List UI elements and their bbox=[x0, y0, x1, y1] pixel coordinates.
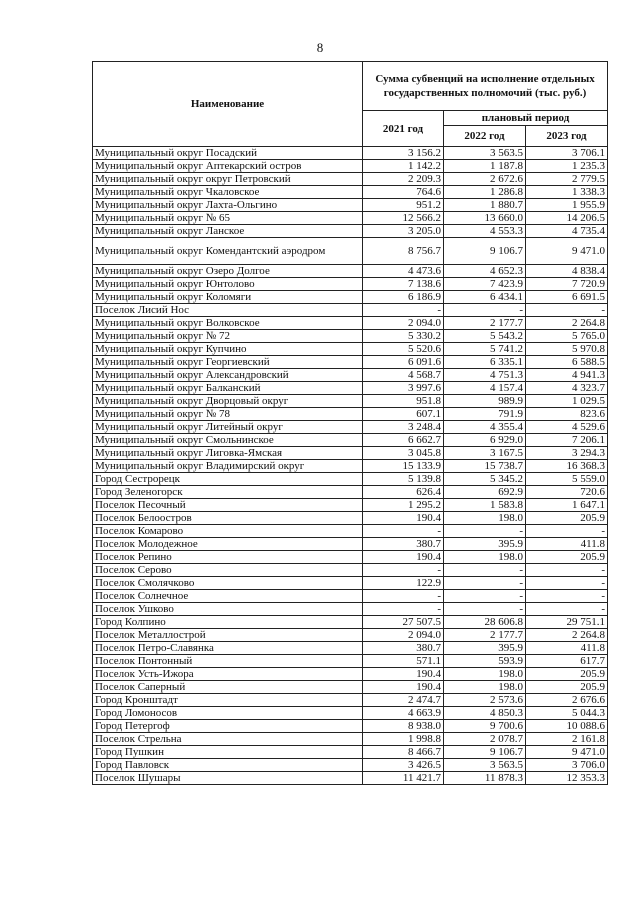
row-value-2022: 9 700.6 bbox=[444, 720, 526, 733]
row-name-cell: Поселок Солнечное bbox=[93, 590, 363, 603]
row-value-2021: 6 091.6 bbox=[363, 356, 444, 369]
table-row bbox=[93, 291, 608, 304]
row-value-2022: 2 573.6 bbox=[444, 694, 526, 707]
row-value-2023: 14 206.5 bbox=[526, 212, 608, 225]
row-value-2023: 2 264.8 bbox=[526, 317, 608, 330]
row-value-2022: - bbox=[444, 304, 526, 317]
row-value-2022: 15 738.7 bbox=[444, 460, 526, 473]
row-name-cell: Поселок Саперный bbox=[93, 681, 363, 694]
table-row bbox=[93, 225, 608, 238]
row-value-2022: 9 106.7 bbox=[444, 746, 526, 759]
row-name-cell: Город Петергоф bbox=[93, 720, 363, 733]
row-name-cell: Поселок Белоостров bbox=[93, 512, 363, 525]
row-value-2021: 1 295.2 bbox=[363, 499, 444, 512]
row-value-2023: 1 955.9 bbox=[526, 199, 608, 212]
row-name-cell: Муниципальный округ Озеро Долгое bbox=[93, 265, 363, 278]
table-row bbox=[93, 512, 608, 525]
row-value-2021: - bbox=[363, 304, 444, 317]
table-row bbox=[93, 668, 608, 681]
row-value-2021: 5 520.6 bbox=[363, 343, 444, 356]
row-name-cell: Муниципальный округ Посадский bbox=[93, 147, 363, 160]
row-name-cell: Муниципальный округ Дворцовый округ bbox=[93, 395, 363, 408]
row-value-2023: 4 529.6 bbox=[526, 421, 608, 434]
row-value-2022: 4 751.3 bbox=[444, 369, 526, 382]
row-value-2022: 9 106.7 bbox=[444, 238, 526, 265]
table-row bbox=[93, 746, 608, 759]
row-value-2021: 951.8 bbox=[363, 395, 444, 408]
table-row bbox=[93, 343, 608, 356]
row-value-2021: 122.9 bbox=[363, 577, 444, 590]
row-name-cell: Поселок Песочный bbox=[93, 499, 363, 512]
table-row bbox=[93, 538, 608, 551]
row-name-cell: Поселок Смолячково bbox=[93, 577, 363, 590]
row-name-cell: Муниципальный округ Коломяги bbox=[93, 291, 363, 304]
row-value-2022: 6 434.1 bbox=[444, 291, 526, 304]
table-row bbox=[93, 772, 608, 785]
row-name-cell: Муниципальный округ Волковское bbox=[93, 317, 363, 330]
row-value-2021: 3 426.5 bbox=[363, 759, 444, 772]
row-value-2021: 3 045.8 bbox=[363, 447, 444, 460]
table-row bbox=[93, 304, 608, 317]
table-row bbox=[93, 616, 608, 629]
row-value-2021: 3 156.2 bbox=[363, 147, 444, 160]
row-value-2023: 5 559.0 bbox=[526, 473, 608, 486]
header-2023: 2023 год bbox=[526, 126, 608, 147]
row-value-2021: 607.1 bbox=[363, 408, 444, 421]
row-value-2022: 6 335.1 bbox=[444, 356, 526, 369]
row-value-2022: 198.0 bbox=[444, 668, 526, 681]
row-name-cell: Муниципальный округ Лахта-Ольгино bbox=[93, 199, 363, 212]
table-row bbox=[93, 577, 608, 590]
row-name-cell: Муниципальный округ № 78 bbox=[93, 408, 363, 421]
table-row bbox=[93, 147, 608, 160]
row-value-2021: 190.4 bbox=[363, 681, 444, 694]
row-value-2021: 2 474.7 bbox=[363, 694, 444, 707]
table-row bbox=[93, 642, 608, 655]
table-row bbox=[93, 382, 608, 395]
header-sum: Сумма субвенций на исполнение отдельных государственных полномочий (тыс. руб.) bbox=[363, 62, 608, 111]
row-value-2022: 1 583.8 bbox=[444, 499, 526, 512]
row-value-2023: 720.6 bbox=[526, 486, 608, 499]
row-value-2023: 7 720.9 bbox=[526, 278, 608, 291]
row-value-2021: 764.6 bbox=[363, 186, 444, 199]
row-name-cell: Поселок Комарово bbox=[93, 525, 363, 538]
row-name-cell: Город Сестрорецк bbox=[93, 473, 363, 486]
row-value-2022: 2 078.7 bbox=[444, 733, 526, 746]
row-value-2023: 7 206.1 bbox=[526, 434, 608, 447]
row-value-2022: 4 157.4 bbox=[444, 382, 526, 395]
row-value-2022: - bbox=[444, 525, 526, 538]
table-row bbox=[93, 212, 608, 225]
row-value-2021: 3 205.0 bbox=[363, 225, 444, 238]
table-body bbox=[93, 147, 608, 785]
table-row bbox=[93, 238, 608, 265]
row-value-2023: 2 676.6 bbox=[526, 694, 608, 707]
table-row bbox=[93, 551, 608, 564]
row-value-2021: 3 997.6 bbox=[363, 382, 444, 395]
row-value-2021: - bbox=[363, 564, 444, 577]
row-value-2023: 4 941.3 bbox=[526, 369, 608, 382]
row-name-cell: Город Зеленогорск bbox=[93, 486, 363, 499]
row-value-2021: 626.4 bbox=[363, 486, 444, 499]
row-value-2021: 2 209.3 bbox=[363, 173, 444, 186]
row-value-2023: 9 471.0 bbox=[526, 746, 608, 759]
row-name-cell: Муниципальный округ Владимирский округ bbox=[93, 460, 363, 473]
table-row bbox=[93, 265, 608, 278]
row-name-cell: Поселок Ушково bbox=[93, 603, 363, 616]
row-value-2023: 411.8 bbox=[526, 642, 608, 655]
row-name-cell: Муниципальный округ Юнтолово bbox=[93, 278, 363, 291]
row-value-2023: - bbox=[526, 564, 608, 577]
row-name-cell: Муниципальный округ Ланское bbox=[93, 225, 363, 238]
row-value-2022: - bbox=[444, 564, 526, 577]
row-name-cell: Муниципальный округ округ Петровский bbox=[93, 173, 363, 186]
row-name-cell: Поселок Молодежное bbox=[93, 538, 363, 551]
table-row bbox=[93, 564, 608, 577]
table-row bbox=[93, 707, 608, 720]
row-value-2022: 791.9 bbox=[444, 408, 526, 421]
row-value-2023: 205.9 bbox=[526, 512, 608, 525]
row-value-2023: 2 779.5 bbox=[526, 173, 608, 186]
subventions-table bbox=[92, 61, 608, 785]
row-value-2023: 205.9 bbox=[526, 551, 608, 564]
table-row bbox=[93, 629, 608, 642]
table-row bbox=[93, 278, 608, 291]
table-row bbox=[93, 330, 608, 343]
row-value-2022: 4 850.3 bbox=[444, 707, 526, 720]
table-row bbox=[93, 408, 608, 421]
row-value-2021: - bbox=[363, 590, 444, 603]
row-value-2021: - bbox=[363, 525, 444, 538]
row-value-2021: 8 938.0 bbox=[363, 720, 444, 733]
row-name-cell: Город Колпино bbox=[93, 616, 363, 629]
row-value-2022: - bbox=[444, 577, 526, 590]
row-value-2023: 3 706.0 bbox=[526, 759, 608, 772]
row-name-cell: Муниципальный округ Георгиевский bbox=[93, 356, 363, 369]
table-row bbox=[93, 603, 608, 616]
row-name-cell: Поселок Шушары bbox=[93, 772, 363, 785]
row-name-cell: Поселок Усть-Ижора bbox=[93, 668, 363, 681]
row-value-2021: 380.7 bbox=[363, 538, 444, 551]
row-value-2023: 205.9 bbox=[526, 668, 608, 681]
row-value-2021: 2 094.0 bbox=[363, 629, 444, 642]
row-value-2023: 617.7 bbox=[526, 655, 608, 668]
row-value-2022: 1 880.7 bbox=[444, 199, 526, 212]
table-row bbox=[93, 720, 608, 733]
row-value-2022: - bbox=[444, 590, 526, 603]
row-value-2021: 2 094.0 bbox=[363, 317, 444, 330]
table-row bbox=[93, 447, 608, 460]
row-value-2022: 5 741.2 bbox=[444, 343, 526, 356]
row-name-cell: Город Пушкин bbox=[93, 746, 363, 759]
row-value-2023: 10 088.6 bbox=[526, 720, 608, 733]
row-value-2023: 5 970.8 bbox=[526, 343, 608, 356]
row-value-2023: 5 044.3 bbox=[526, 707, 608, 720]
row-value-2023: 1 235.3 bbox=[526, 160, 608, 173]
row-value-2021: 5 330.2 bbox=[363, 330, 444, 343]
row-name-cell: Поселок Серово bbox=[93, 564, 363, 577]
row-value-2022: 2 672.6 bbox=[444, 173, 526, 186]
row-name-cell: Поселок Репино bbox=[93, 551, 363, 564]
row-value-2022: 2 177.7 bbox=[444, 629, 526, 642]
table-row bbox=[93, 681, 608, 694]
table-row bbox=[93, 759, 608, 772]
row-value-2023: 1 647.1 bbox=[526, 499, 608, 512]
row-value-2022: 2 177.7 bbox=[444, 317, 526, 330]
row-value-2022: 3 563.5 bbox=[444, 147, 526, 160]
row-value-2023: 9 471.0 bbox=[526, 238, 608, 265]
row-value-2023: 205.9 bbox=[526, 681, 608, 694]
table-row bbox=[93, 395, 608, 408]
table-row bbox=[93, 655, 608, 668]
row-name-cell: Муниципальный округ Литейный округ bbox=[93, 421, 363, 434]
row-value-2023: 4 838.4 bbox=[526, 265, 608, 278]
row-value-2021: 1 998.8 bbox=[363, 733, 444, 746]
row-value-2021: 190.4 bbox=[363, 512, 444, 525]
row-name-cell: Город Павловск bbox=[93, 759, 363, 772]
table-row bbox=[93, 356, 608, 369]
row-value-2023: 2 264.8 bbox=[526, 629, 608, 642]
table-row bbox=[93, 460, 608, 473]
table-row bbox=[93, 160, 608, 173]
row-value-2021: 8 466.7 bbox=[363, 746, 444, 759]
row-value-2023: 4 323.7 bbox=[526, 382, 608, 395]
row-value-2021: - bbox=[363, 603, 444, 616]
header-planned-period: плановый период bbox=[444, 111, 608, 126]
table-row bbox=[93, 199, 608, 212]
row-name-cell: Поселок Стрельна bbox=[93, 733, 363, 746]
row-value-2022: 4 652.3 bbox=[444, 265, 526, 278]
row-value-2023: - bbox=[526, 603, 608, 616]
row-value-2022: 1 187.8 bbox=[444, 160, 526, 173]
row-value-2022: 395.9 bbox=[444, 538, 526, 551]
table-row bbox=[93, 733, 608, 746]
row-value-2021: 380.7 bbox=[363, 642, 444, 655]
table-row bbox=[93, 499, 608, 512]
row-name-cell: Муниципальный округ Купчино bbox=[93, 343, 363, 356]
row-value-2023: 411.8 bbox=[526, 538, 608, 551]
row-value-2022: 6 929.0 bbox=[444, 434, 526, 447]
row-name-cell: Муниципальный округ Александровский bbox=[93, 369, 363, 382]
row-name-cell: Муниципальный округ Лиговка-Ямская bbox=[93, 447, 363, 460]
row-value-2022: - bbox=[444, 603, 526, 616]
row-value-2023: 1 029.5 bbox=[526, 395, 608, 408]
row-value-2023: 1 338.3 bbox=[526, 186, 608, 199]
row-value-2023: 29 751.1 bbox=[526, 616, 608, 629]
table-row bbox=[93, 317, 608, 330]
row-value-2022: 5 543.2 bbox=[444, 330, 526, 343]
row-value-2022: 11 878.3 bbox=[444, 772, 526, 785]
row-value-2022: 989.9 bbox=[444, 395, 526, 408]
row-name-cell: Муниципальный округ № 65 bbox=[93, 212, 363, 225]
row-name-cell: Муниципальный округ Смольнинское bbox=[93, 434, 363, 447]
row-value-2023: 16 368.3 bbox=[526, 460, 608, 473]
table-row bbox=[93, 421, 608, 434]
row-value-2021: 7 138.6 bbox=[363, 278, 444, 291]
row-name-cell: Поселок Понтонный bbox=[93, 655, 363, 668]
row-value-2021: 4 663.9 bbox=[363, 707, 444, 720]
row-value-2022: 3 167.5 bbox=[444, 447, 526, 460]
row-name-cell: Поселок Петро-Славянка bbox=[93, 642, 363, 655]
table-row bbox=[93, 486, 608, 499]
row-value-2023: 6 588.5 bbox=[526, 356, 608, 369]
table-row bbox=[93, 473, 608, 486]
header-2022: 2022 год bbox=[444, 126, 526, 147]
row-name-cell: Муниципальный округ Чкаловское bbox=[93, 186, 363, 199]
page-number: 8 bbox=[316, 40, 324, 55]
row-value-2021: 11 421.7 bbox=[363, 772, 444, 785]
row-value-2021: 190.4 bbox=[363, 551, 444, 564]
row-value-2023: - bbox=[526, 304, 608, 317]
table-row bbox=[93, 434, 608, 447]
row-value-2023: - bbox=[526, 577, 608, 590]
row-value-2023: - bbox=[526, 525, 608, 538]
row-name-cell: Муниципальный округ Комендантский аэродром bbox=[93, 238, 363, 265]
row-value-2021: 4 568.7 bbox=[363, 369, 444, 382]
row-value-2022: 7 423.9 bbox=[444, 278, 526, 291]
row-value-2021: 12 566.2 bbox=[363, 212, 444, 225]
row-value-2021: 27 507.5 bbox=[363, 616, 444, 629]
table-row bbox=[93, 694, 608, 707]
row-value-2023: 5 765.0 bbox=[526, 330, 608, 343]
row-name-cell: Поселок Металлострой bbox=[93, 629, 363, 642]
row-value-2021: 4 473.6 bbox=[363, 265, 444, 278]
row-value-2022: 4 355.4 bbox=[444, 421, 526, 434]
row-value-2021: 3 248.4 bbox=[363, 421, 444, 434]
row-value-2021: 6 186.9 bbox=[363, 291, 444, 304]
row-value-2022: 13 660.0 bbox=[444, 212, 526, 225]
row-value-2022: 3 563.5 bbox=[444, 759, 526, 772]
row-value-2023: 6 691.5 bbox=[526, 291, 608, 304]
row-value-2023: 3 706.1 bbox=[526, 147, 608, 160]
row-name-cell: Муниципальный округ Аптекарский остров bbox=[93, 160, 363, 173]
table-row bbox=[93, 369, 608, 382]
row-value-2023: 823.6 bbox=[526, 408, 608, 421]
row-value-2023: 4 735.4 bbox=[526, 225, 608, 238]
table-row bbox=[93, 173, 608, 186]
row-value-2022: 593.9 bbox=[444, 655, 526, 668]
row-value-2022: 198.0 bbox=[444, 681, 526, 694]
row-name-cell: Город Ломоносов bbox=[93, 707, 363, 720]
row-name-cell: Муниципальный округ № 72 bbox=[93, 330, 363, 343]
header-name: Наименование bbox=[93, 62, 363, 147]
row-value-2022: 198.0 bbox=[444, 551, 526, 564]
row-value-2022: 1 286.8 bbox=[444, 186, 526, 199]
row-value-2022: 692.9 bbox=[444, 486, 526, 499]
row-value-2023: 2 161.8 bbox=[526, 733, 608, 746]
row-name-cell: Поселок Лисий Нос bbox=[93, 304, 363, 317]
row-value-2021: 571.1 bbox=[363, 655, 444, 668]
row-value-2023: 12 353.3 bbox=[526, 772, 608, 785]
row-value-2022: 4 553.3 bbox=[444, 225, 526, 238]
table-row bbox=[93, 590, 608, 603]
table-row bbox=[93, 525, 608, 538]
row-value-2021: 8 756.7 bbox=[363, 238, 444, 265]
row-value-2022: 28 606.8 bbox=[444, 616, 526, 629]
row-name-cell: Город Кронштадт bbox=[93, 694, 363, 707]
row-value-2021: 15 133.9 bbox=[363, 460, 444, 473]
row-value-2021: 951.2 bbox=[363, 199, 444, 212]
row-value-2022: 198.0 bbox=[444, 512, 526, 525]
row-value-2021: 6 662.7 bbox=[363, 434, 444, 447]
header-2021: 2021 год bbox=[363, 111, 444, 147]
row-value-2023: 3 294.3 bbox=[526, 447, 608, 460]
table-row bbox=[93, 186, 608, 199]
row-name-cell: Муниципальный округ Балканский bbox=[93, 382, 363, 395]
row-value-2021: 5 139.8 bbox=[363, 473, 444, 486]
row-value-2022: 5 345.2 bbox=[444, 473, 526, 486]
row-value-2021: 1 142.2 bbox=[363, 160, 444, 173]
row-value-2023: - bbox=[526, 590, 608, 603]
row-value-2022: 395.9 bbox=[444, 642, 526, 655]
row-value-2021: 190.4 bbox=[363, 668, 444, 681]
